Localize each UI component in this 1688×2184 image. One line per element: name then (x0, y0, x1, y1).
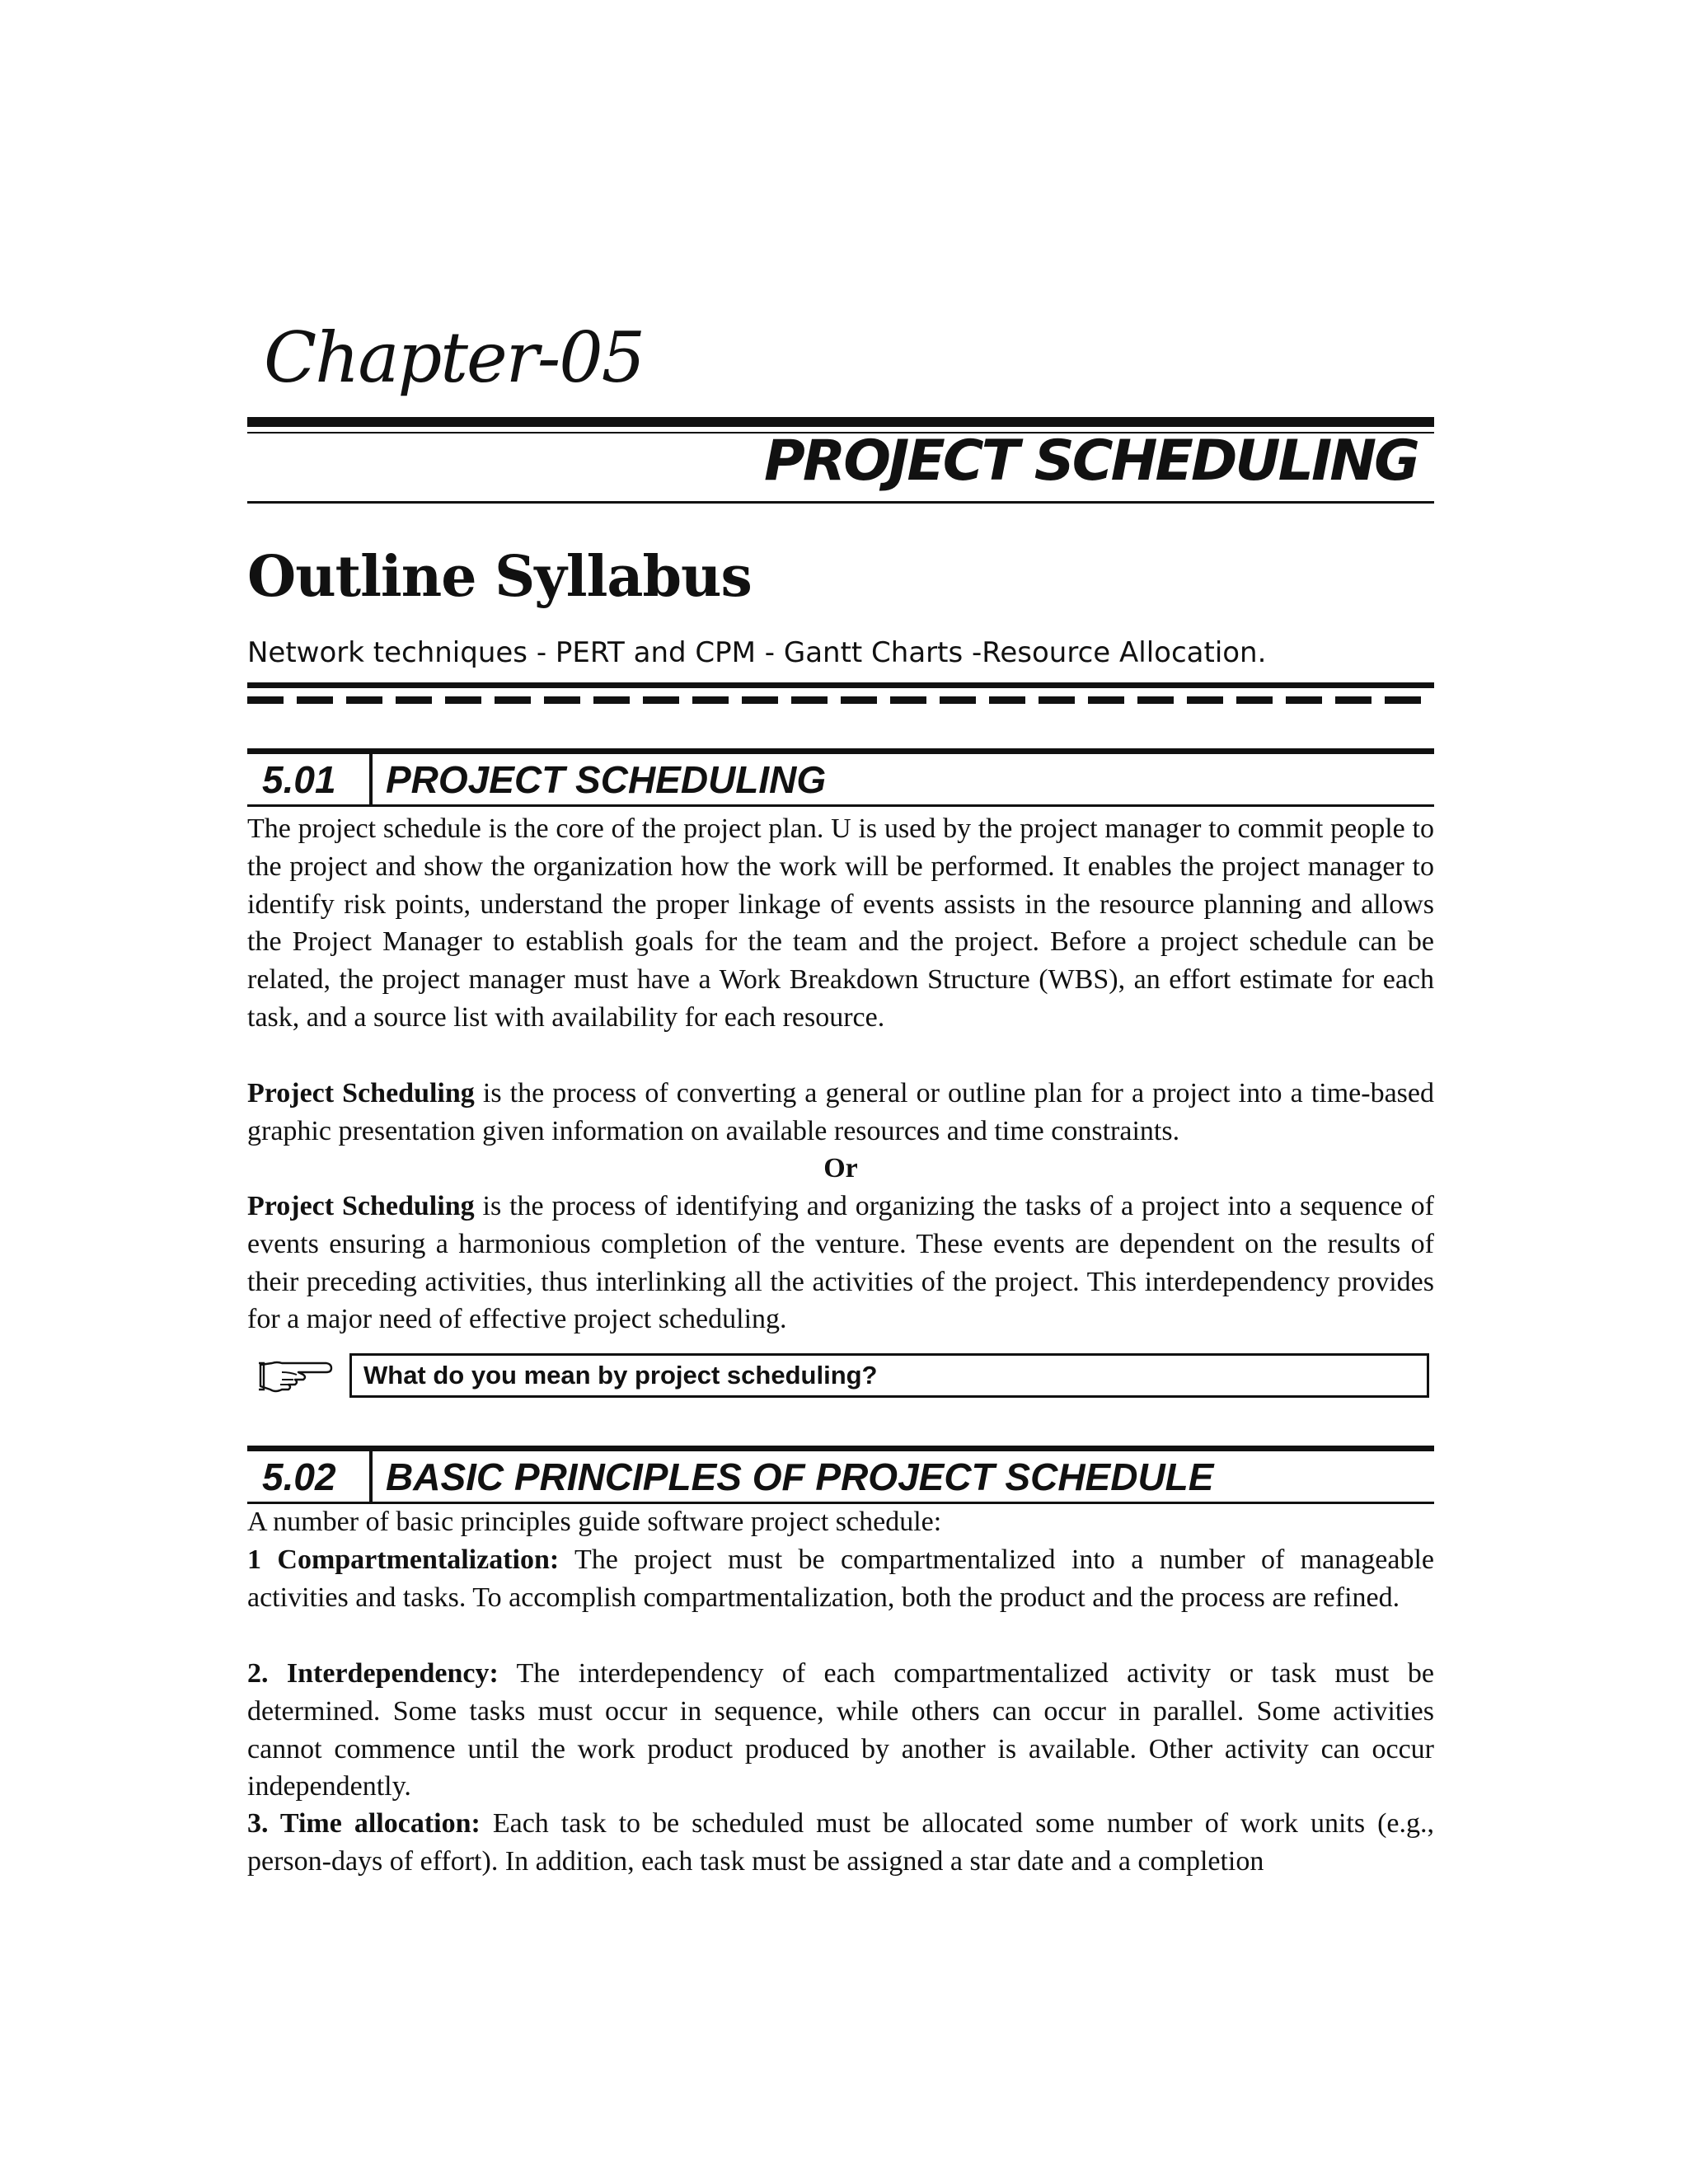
section-2-intro: A number of basic principles guide software project schedule: (247, 1507, 942, 1537)
section-title: BASIC PRINCIPLES OF PROJECT SCHEDULE (386, 1455, 1214, 1498)
section-heading-5-02 (247, 1446, 1434, 1505)
principle-2-term: 2. Interdependency: (247, 1658, 499, 1689)
definition-1-text: is the process of converting a general or outline plan for a project into a time-based graphic presentation given information on available resources and time constraints. (247, 1078, 1434, 1146)
header-rule-thick (247, 417, 1434, 427)
principle-interdependency (247, 1655, 1434, 1806)
chapter-subject-title: PROJECT SCHEDULING (764, 429, 1418, 494)
principle-3-term: 3. Time allocation: (247, 1808, 481, 1839)
section-number: 5.02 (262, 1455, 336, 1498)
question-box (349, 1353, 1429, 1398)
principle-time-allocation (247, 1805, 1434, 1881)
principle-2-text: The interdependency of each compartmentalized activity or task must be determined. Some tasks must occur in sequence, while others can occur in parallel. Some activities cannot commence until the work product produced by another is available. Other activity can occur independently. (247, 1658, 1434, 1802)
principle-3-text: Each task to be scheduled must be allocated some number of work units (e.g., person-days of effort). In addition, each task must be assigned a star date and a completion (247, 1808, 1434, 1877)
principle-compartmentalization (247, 1541, 1434, 1617)
review-question (247, 1353, 1434, 1403)
chapter-label: Chapter-05 (264, 317, 645, 398)
definition-2 (247, 1188, 1434, 1338)
dashed-divider (247, 696, 1434, 704)
definition-2-text: is the process of identifying and organizing the tasks of a project into a sequence of events ensuring a harmonious completion of the venture. These events are dependent on the results of their preceding activities, thus interlinking all the activities of the project. This interdependency provides for a major need of effective project scheduling. (247, 1191, 1434, 1335)
definition-1-term: Project Scheduling (247, 1078, 475, 1108)
outline-syllabus-text: Network techniques - PERT and CPM - Gantt Charts -Resource Allocation. (247, 636, 1267, 669)
outline-syllabus-heading: Outline Syllabus (247, 544, 752, 610)
section-title: PROJECT SCHEDULING (386, 758, 827, 801)
definition-2-term: Project Scheduling (247, 1191, 475, 1221)
question-text: What do you mean by project scheduling? (363, 1361, 878, 1390)
or-separator: Or (823, 1153, 858, 1183)
pointing-hand-icon (257, 1357, 333, 1398)
header-rule-bottom (247, 501, 1434, 504)
outline-rule (247, 682, 1434, 688)
section-1-paragraph: The project schedule is the core of the project plan. U is used by the project manager to commit people to the project and show the organization how the work will be performed. It enables the project manager to identify risk points, understand the proper linkage of events assists in the resource planning and allows the Project Manager to establish goals for the team and the project. Before a project schedule can be related, the project manager must have a Work Breakdown Structure (WBS), an effort estimate for each task, and a source list with availability for each resource. (247, 813, 1434, 1033)
principle-1-text: The project must be compartmentalized into a number of manageable activities and tasks. To accomplish compartmentalization, both the product and the process are refined. (247, 1544, 1434, 1613)
section-number: 5.01 (262, 758, 336, 801)
definition-1 (247, 1075, 1434, 1151)
principle-1-term: 1 Compartmentalization: (247, 1544, 560, 1575)
section-heading-5-01 (247, 748, 1434, 808)
document-page (247, 0, 1434, 2184)
